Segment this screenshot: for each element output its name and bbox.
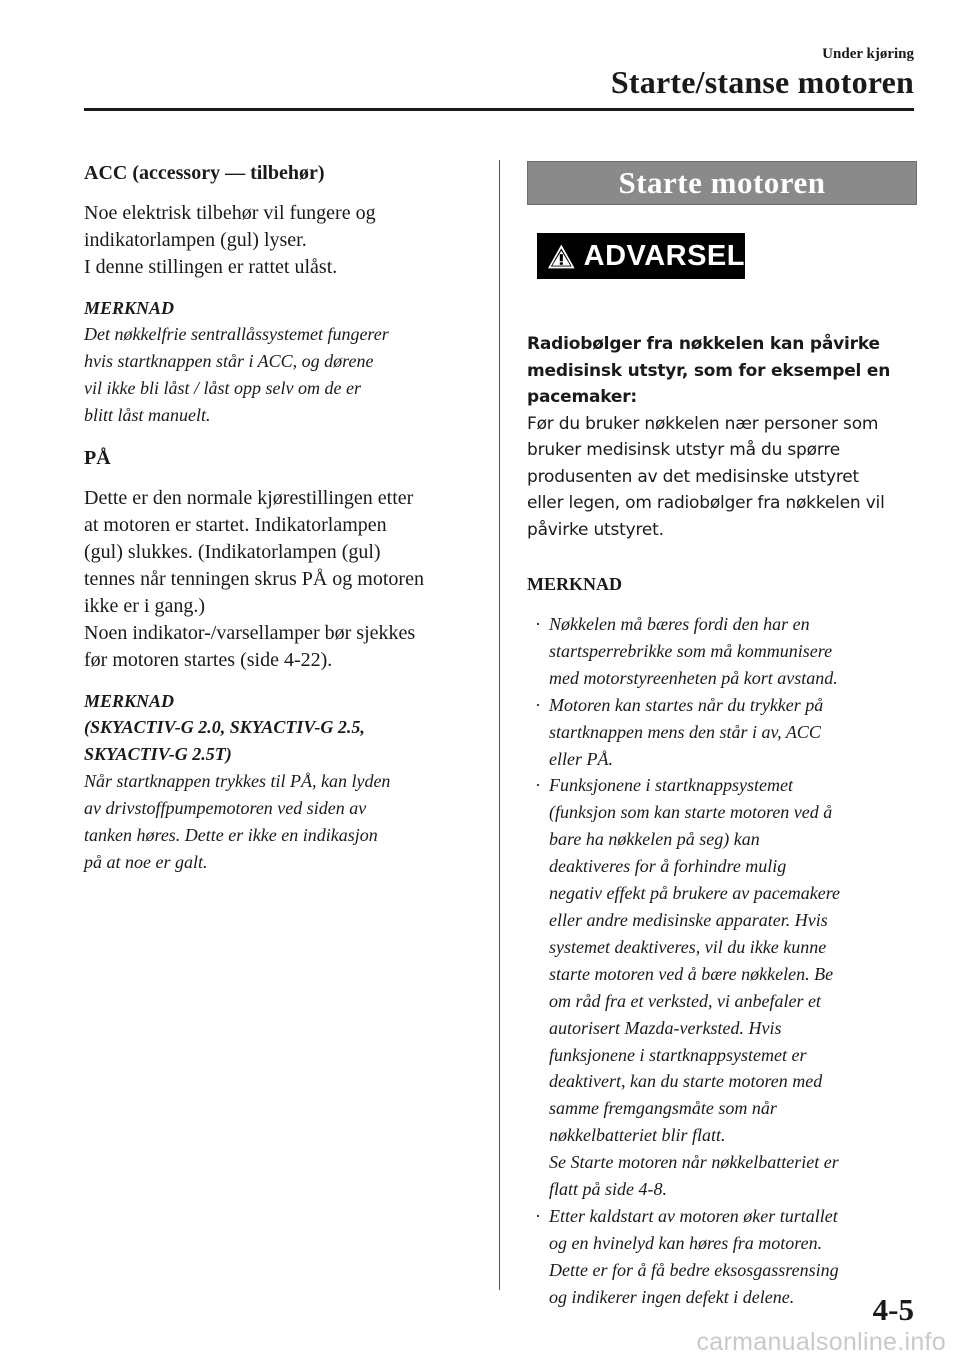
bullet-line: nøkkelbatteriet blir flatt. xyxy=(549,1125,726,1146)
warning-triangle-icon xyxy=(547,243,576,270)
note-acc-text xyxy=(84,321,474,429)
acc-line: Noe elektrisk tilbehør vil fungere og xyxy=(84,202,376,224)
warning-line: Før du bruker nøkkelen nær personer som xyxy=(527,413,879,434)
bullet-line: og indikerer ingen defekt i delene. xyxy=(549,1286,795,1307)
pa-line: tennes når tenningen skrus PÅ og motoren xyxy=(84,568,424,590)
chapter-title: Starte/stanse motoren xyxy=(610,64,914,100)
bullet-line: bare ha nøkkelen på seg) kan xyxy=(549,829,760,850)
bullet-dot: · xyxy=(535,1205,541,1226)
bullet-line: Dette er for å få bedre eksosgassrensing xyxy=(549,1259,839,1280)
note-line: vil ikke bli låst / låst opp selv om de er xyxy=(84,378,361,398)
warning-bold-line: pacemaker: xyxy=(527,387,637,407)
acc-line: indikatorlampen (gul) lyser. xyxy=(84,229,307,251)
note-line: på at noe er galt. xyxy=(84,852,208,872)
acc-heading: ACC (accessory — tilbehør) xyxy=(84,162,325,184)
bullet-line: Funksjonene i startknappsystemet xyxy=(549,775,793,796)
bullet-line: systemet deaktiveres, vil du ikke kunne xyxy=(549,936,827,957)
watermark: carmanualsonline.info xyxy=(696,1328,946,1356)
bullet-item xyxy=(527,611,917,692)
note-line: blitt låst manuelt. xyxy=(84,405,211,425)
note-label: MERKNAD xyxy=(84,298,175,318)
warning-text xyxy=(527,331,917,543)
bullet-line: samme fremgangsmåte som når xyxy=(549,1098,777,1119)
section-banner: Starte motoren xyxy=(527,161,917,205)
bullet-item xyxy=(527,772,917,1203)
bullet-line: Se Starte motoren når nøkkelbatteriet er xyxy=(549,1152,839,1173)
bullet-dot: · xyxy=(535,614,541,634)
note-label: MERKNAD xyxy=(527,574,622,594)
page-number: 4-5 xyxy=(872,1292,914,1327)
warning-badge xyxy=(537,233,745,279)
bullet-line: deaktivert, kan du starte motoren med xyxy=(549,1071,823,1092)
bullet-line: eller PÅ. xyxy=(549,748,613,769)
bullet-item xyxy=(527,692,917,773)
bullet-line: startknappen mens den står i av, ACC xyxy=(549,721,821,742)
pa-line: Noen indikator-/varsellamper bør sjekkes xyxy=(84,622,416,644)
pa-heading: PÅ xyxy=(84,447,111,469)
warning-bold-line: medisinsk utstyr, som for eksempel en xyxy=(527,360,891,381)
pa-line: før motoren startes (side 4-22). xyxy=(84,649,333,671)
bullet-line: om råd fra et verksted, vi anbefaler et xyxy=(549,990,821,1011)
column-divider xyxy=(499,160,500,1290)
note-line: hvis startknappen står i ACC, og dørene xyxy=(84,351,374,371)
bullet-line: flatt på side 4-8. xyxy=(549,1179,667,1200)
pa-line: Dette er den normale kjørestillingen etter xyxy=(84,487,414,509)
bullet-line: med motorstyreenheten på kort avstand. xyxy=(549,667,838,688)
pa-line: (gul) slukkes. (Indikatorlampen (gul) xyxy=(84,541,381,563)
note-bullet-list xyxy=(527,611,917,1311)
pa-line: ikke er i gang.) xyxy=(84,595,206,617)
pa-line: at motoren er startet. Indikatorlampen xyxy=(84,514,387,536)
note-title-line: (SKYACTIV-G 2.0, SKYACTIV-G 2.5, xyxy=(84,717,365,737)
bullet-line: starte motoren ved å bære nøkkelen. Be xyxy=(549,963,834,984)
bullet-line: autorisert Mazda-verksted. Hvis xyxy=(549,1017,782,1038)
bullet-dot: · xyxy=(535,694,541,715)
note-engine-title xyxy=(84,714,474,768)
bullet-line: eller andre medisinske apparater. Hvis xyxy=(549,909,828,930)
bullet-line: deaktiveres for å forhindre mulig xyxy=(549,856,787,877)
bullet-dot: · xyxy=(535,775,541,796)
bullet-line: negativ effekt på brukere av pacemakere xyxy=(549,883,841,904)
bullet-line: (funksjon som kan starte motoren ved å xyxy=(549,802,833,823)
right-column xyxy=(527,161,917,1311)
pa-paragraph xyxy=(84,485,474,674)
warning-line: eller legen, om radiobølger fra nøkkelen vil xyxy=(527,493,885,513)
running-section-label: Under kjøring xyxy=(822,46,914,62)
warning-line: påvirke utstyret. xyxy=(527,519,664,540)
note-line: av drivstoffpumpemotoren ved siden av xyxy=(84,798,367,818)
note-line: Når startknappen trykkes til PÅ, kan lyden xyxy=(84,771,391,791)
warning-line: produsenten av det medisinske utstyret xyxy=(527,466,859,487)
bullet-line: funksjonene i startknappsystemet er xyxy=(549,1044,807,1065)
note-label: MERKNAD xyxy=(84,691,175,711)
note-title-line: SKYACTIV-G 2.5T) xyxy=(84,744,232,764)
bullet-line: og en hvinelyd kan høres fra motoren. xyxy=(549,1232,823,1253)
bullet-line: Nøkkelen må bæres fordi den har en xyxy=(549,614,810,634)
bullet-line: startsperrebrikke som må kommunisere xyxy=(549,640,833,661)
bullet-item xyxy=(527,1203,917,1311)
bullet-line: Motoren kan startes når du trykker på xyxy=(549,694,824,715)
acc-line: I denne stillingen er rattet ulåst. xyxy=(84,256,338,278)
note-fuel-pump-text xyxy=(84,768,474,876)
bullet-line: Etter kaldstart av motoren øker turtallet xyxy=(549,1205,838,1226)
warning-bold-line: Radiobølger fra nøkkelen kan påvirke xyxy=(527,334,880,354)
header-rule xyxy=(84,108,914,111)
note-line: Det nøkkelfrie sentrallåssystemet fungerer xyxy=(84,324,389,344)
left-column xyxy=(84,160,474,892)
warning-label: ADVARSEL xyxy=(583,239,745,272)
warning-line: bruker medisinsk utstyr må du spørre xyxy=(527,440,841,460)
note-line: tanken høres. Dette er ikke en indikasjon xyxy=(84,825,378,845)
acc-paragraph xyxy=(84,200,474,281)
